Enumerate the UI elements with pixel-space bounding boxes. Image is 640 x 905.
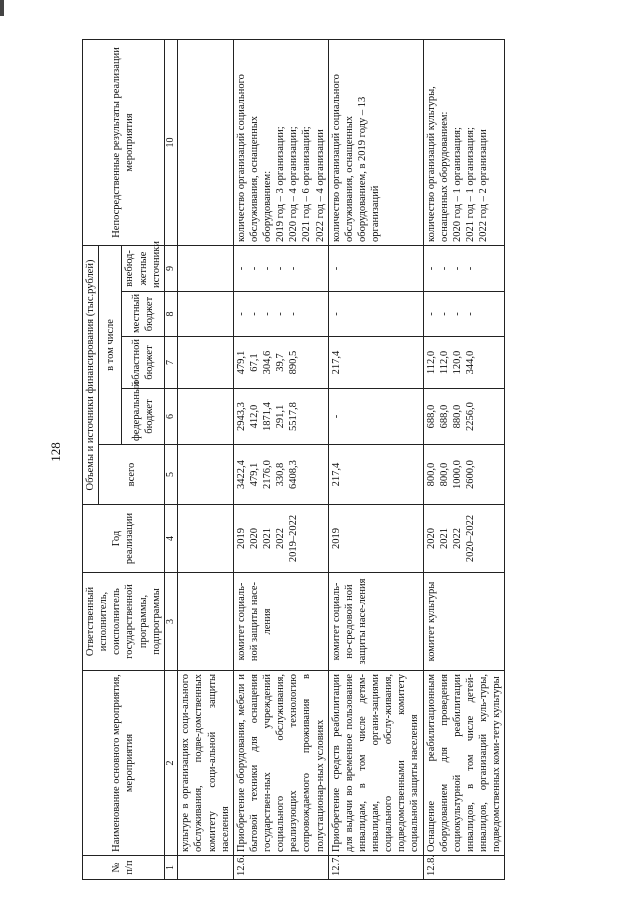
extra-value: - bbox=[288, 266, 300, 271]
row-number: 12.7. bbox=[328, 856, 423, 880]
local-value: - bbox=[464, 312, 476, 316]
responsible-executor: комитет культуры bbox=[423, 573, 505, 671]
extra-value: - bbox=[464, 266, 476, 271]
local-value: - bbox=[275, 312, 287, 316]
year-value: 2020–2022 bbox=[464, 514, 476, 563]
scan-edge-mark bbox=[0, 0, 4, 16]
result-line: 2020 год – 1 организация; bbox=[451, 127, 463, 242]
table-row bbox=[328, 39, 423, 879]
total-value: 1000,0 bbox=[451, 460, 463, 489]
extra-cell bbox=[423, 245, 505, 291]
local-value: - bbox=[248, 312, 260, 316]
header-total: всего bbox=[99, 445, 165, 505]
total-cell bbox=[233, 445, 328, 505]
continuation-row bbox=[178, 39, 234, 879]
column-number: 7 bbox=[164, 337, 178, 389]
header-federal: федеральный бюджет bbox=[122, 389, 164, 445]
header-in-that: в том числе bbox=[99, 245, 122, 444]
activity-name: Оснащение реабилитационным оборудованием для проведения социокультурной реабилитации инвалидов, в том числе детей-инвалидов, организаций куль-туры, подведомственных коми-тету культуры bbox=[423, 671, 505, 856]
year-value: 2020 bbox=[248, 528, 260, 549]
extra-value: - bbox=[425, 266, 437, 271]
total-value: 800,0 bbox=[425, 462, 437, 487]
extra-value: - bbox=[235, 266, 247, 271]
year-value: 2022 bbox=[451, 528, 463, 549]
extra-value: - bbox=[275, 266, 287, 271]
local-cell bbox=[233, 292, 328, 337]
activity-name: Приобретение оборудования, мебели и бытовой техники для оснащения государствен-ных учреждений социального обслуживания, реализующих технологию сопровождаемого проживания в полустационар-ных условиях bbox=[233, 671, 328, 856]
extra-value: - bbox=[451, 266, 463, 271]
local-cell bbox=[423, 292, 505, 337]
table-row bbox=[423, 39, 505, 879]
federal-value: - bbox=[330, 414, 342, 419]
local-value: - bbox=[262, 312, 273, 316]
total-value: 330,8 bbox=[275, 462, 287, 487]
column-number: 5 bbox=[164, 445, 178, 505]
header-local: местный бюджет bbox=[122, 292, 164, 337]
extra-value: - bbox=[438, 266, 450, 271]
regional-cell bbox=[423, 337, 505, 389]
result-cell bbox=[423, 39, 505, 245]
regional-value: 479,1 bbox=[235, 350, 247, 375]
extra-value: - bbox=[330, 266, 342, 271]
regional-value: 217,4 bbox=[330, 350, 342, 375]
local-cell bbox=[328, 292, 423, 337]
local-value: - bbox=[235, 312, 247, 316]
column-number-row bbox=[164, 39, 178, 879]
column-number: 6 bbox=[164, 389, 178, 445]
extra-cell bbox=[233, 245, 328, 291]
result-line: 2022 год – 2 организации bbox=[478, 129, 489, 242]
row-number: 12.8. bbox=[423, 856, 505, 880]
regional-cell bbox=[233, 337, 328, 389]
result-cell bbox=[233, 39, 328, 245]
federal-cell bbox=[328, 389, 423, 445]
result-line: 2020 год – 4 организации; bbox=[288, 126, 300, 242]
regional-value: 120,0 bbox=[451, 350, 463, 375]
year-value: 2021 bbox=[438, 528, 450, 549]
federal-value: 2256,0 bbox=[464, 402, 476, 431]
regional-value: 67,1 bbox=[248, 353, 260, 372]
total-value: 2600,0 bbox=[464, 460, 476, 489]
total-value: 3422,4 bbox=[235, 460, 247, 489]
total-value: 217,4 bbox=[330, 462, 342, 487]
year-cell bbox=[233, 505, 328, 573]
extra-value: - bbox=[248, 266, 260, 271]
regional-value: 344,0 bbox=[464, 350, 476, 375]
result-line: 2021 год – 1 организация; bbox=[464, 127, 476, 242]
result-line: количество организаций социального обслуживания, оснащенных оборудованием, в 2019 году – 13 организаций bbox=[330, 74, 381, 242]
federal-value: 2943,3 bbox=[235, 402, 247, 431]
rotated-page-content bbox=[82, 40, 627, 880]
year-value: 2021 bbox=[262, 528, 273, 549]
regional-value: 39,7 bbox=[275, 353, 287, 372]
local-value: - bbox=[451, 312, 463, 316]
column-number: 3 bbox=[164, 573, 178, 671]
column-number: 8 bbox=[164, 292, 178, 337]
total-value: 800,0 bbox=[438, 462, 450, 487]
column-number: 9 bbox=[164, 245, 178, 291]
row-number: 12.6. bbox=[233, 856, 328, 880]
header-row-1 bbox=[83, 39, 99, 879]
continuation-name: культуре в организациях соци-ального обслуживания, подве-домственных комитету соци-альной защиты населения bbox=[178, 671, 234, 856]
federal-cell bbox=[233, 389, 328, 445]
extra-cell bbox=[328, 245, 423, 291]
total-value: 2176,0 bbox=[262, 460, 273, 489]
result-line: 2022 год – 4 организации bbox=[314, 129, 326, 242]
local-value: - bbox=[425, 312, 437, 316]
header-name: Наименование основного мероприятия, мероприятия bbox=[83, 671, 165, 856]
regional-value: 112,0 bbox=[425, 350, 437, 375]
local-value: - bbox=[438, 312, 450, 316]
header-regional: областной бюджет bbox=[122, 337, 164, 389]
result-cell bbox=[328, 39, 423, 245]
column-number: 2 bbox=[164, 671, 178, 856]
header-year: Год реализации bbox=[83, 505, 165, 573]
year-value: 2020 bbox=[425, 528, 437, 549]
total-cell bbox=[328, 445, 423, 505]
regional-value: 304,6 bbox=[262, 350, 273, 375]
activity-name: Приобретение средств реабилитации для выдачи во временное пользование инвалидам, в том числе детям-инвалидам, органи-зациями социального обслу-живания, подведомственными комитету социальной защиты населения bbox=[328, 671, 423, 856]
local-value: - bbox=[288, 312, 300, 316]
table-row bbox=[233, 39, 328, 879]
regional-value: 112,0 bbox=[438, 350, 450, 375]
page-number: 128 bbox=[48, 442, 63, 462]
header-funding-group: Объемы и источники финансирования (тыс.рублей) bbox=[83, 245, 99, 504]
federal-value: 1871,4 bbox=[262, 402, 273, 431]
header-num: № п/п bbox=[83, 856, 165, 880]
header-extra: внебюд-жетные источники bbox=[122, 245, 164, 291]
responsible-executor: комитет социаль-но-средовой ной защиты насе-ления bbox=[328, 573, 423, 671]
local-value: - bbox=[330, 312, 342, 316]
total-value: 6408,3 bbox=[288, 460, 300, 489]
federal-value: 291,1 bbox=[275, 404, 287, 429]
federal-value: 412,0 bbox=[248, 404, 260, 429]
federal-value: 688,0 bbox=[438, 404, 450, 429]
extra-value: - bbox=[262, 266, 273, 271]
federal-value: 5517,8 bbox=[288, 402, 300, 431]
year-cell bbox=[423, 505, 505, 573]
year-value: 2019 bbox=[235, 528, 247, 549]
column-number: 1 bbox=[164, 856, 178, 880]
year-cell bbox=[328, 505, 423, 573]
program-activities-table bbox=[82, 39, 505, 880]
responsible-executor: комитет социаль-ной защиты насе-ления bbox=[233, 573, 328, 671]
federal-value: 880,0 bbox=[451, 404, 463, 429]
year-value: 2022 bbox=[275, 528, 287, 549]
regional-value: 890,5 bbox=[288, 350, 300, 375]
total-cell bbox=[423, 445, 505, 505]
regional-cell bbox=[328, 337, 423, 389]
header-executor: Ответственный исполнитель, соисполнитель государственной программы, подпрограммы bbox=[83, 573, 165, 671]
column-number: 4 bbox=[164, 505, 178, 573]
result-line: 2021 год – 6 организаций; bbox=[301, 126, 313, 242]
federal-cell bbox=[423, 389, 505, 445]
year-value: 2019 bbox=[330, 528, 342, 549]
column-number: 10 bbox=[164, 39, 178, 245]
result-line: 2019 год – 3 организации; bbox=[275, 126, 287, 242]
total-value: 479,1 bbox=[248, 462, 260, 487]
header-result: Непосредственные результаты реализации мероприятия bbox=[83, 39, 165, 245]
result-line: количество организаций культуры, оснащенных оборудованием: bbox=[425, 86, 450, 242]
year-value: 2019–2022 bbox=[288, 514, 300, 563]
result-line: количество организаций социального обслуживания, оснащенных оборудованием: bbox=[235, 74, 273, 242]
federal-value: 688,0 bbox=[425, 404, 437, 429]
